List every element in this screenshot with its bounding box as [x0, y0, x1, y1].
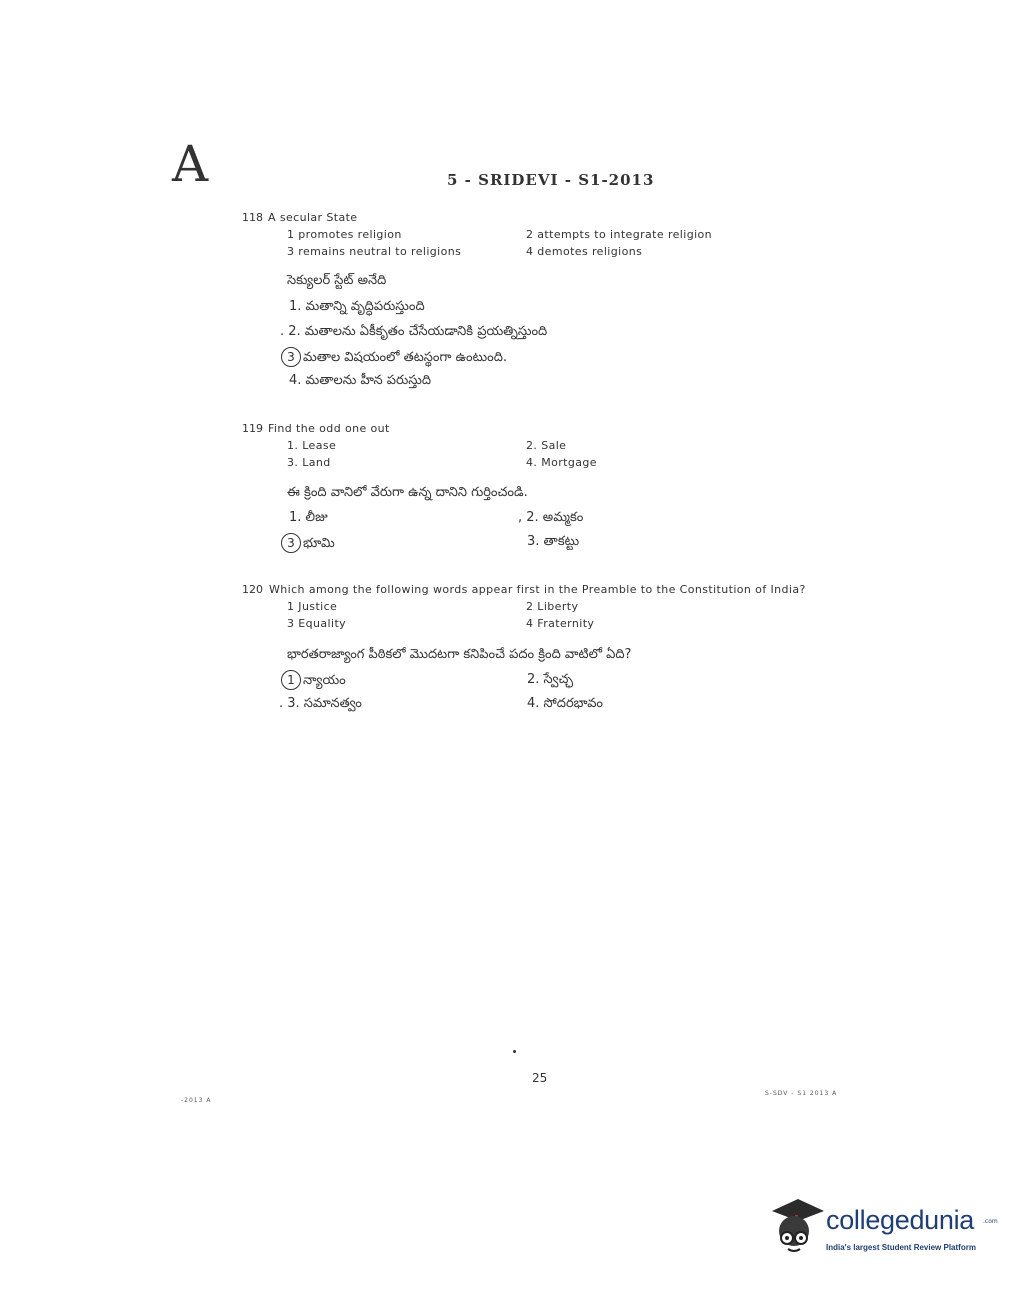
page-number: 25 — [532, 1071, 548, 1085]
q119-telugu-prompt: ఈ క్రింది వానిలో వేరుగా ఉన్న దానిని గుర్తించండి. — [287, 485, 528, 500]
q119-option-3: 3. Land — [287, 456, 331, 469]
q119-telugu-option-1: 1. లీజు — [289, 510, 328, 525]
collegedunia-tagline: India's largest Student Review Platform — [826, 1243, 976, 1252]
answer-mark-circle: 3 — [281, 347, 301, 367]
footer-left-code: -2013 A — [181, 1097, 212, 1104]
q118-telugu-option-4: 4. మతాలను హీన పరుస్తుది — [289, 373, 432, 388]
question-120-number: 120 — [242, 583, 263, 596]
q120-option-3: 3 Equality — [287, 617, 347, 630]
q118-telugu-prompt: సెక్యులర్ స్టేట్ అనేది — [287, 273, 387, 288]
q119-telugu-option-3: 3 భూమి — [281, 533, 335, 554]
question-119-prompt: Find the odd one out — [268, 422, 390, 435]
q118-telugu-option-1: 1. మతాన్ని వృద్ధిపరుస్తుంది — [289, 299, 425, 314]
q118-option-3: 3 remains neutral to religions — [287, 245, 462, 258]
footer-right-code: S-SDV - S1 2013 A — [765, 1090, 838, 1097]
question-120-prompt: Which among the following words appear first in the Preamble to the Constitution of India? — [269, 583, 806, 596]
series-letter: A — [172, 135, 209, 193]
q120-telugu-prompt: భారతరాజ్యాంగ పీఠికలో మొదటగా కనిపించే పదం క్రింది వాటిలో ఏది? — [287, 647, 632, 662]
q119-telugu-option-2: , 2. అమ్మకం — [518, 510, 584, 525]
answer-mark-circle: 3 — [281, 533, 301, 553]
q118-telugu-option-3: 3 మతాల విషయంలో తటస్థంగా ఉంటుంది. — [281, 347, 507, 368]
q120-telugu-option-3: . 3. సమానత్వం — [279, 696, 362, 711]
q120-option-4: 4 Fraternity — [526, 617, 595, 630]
q118-option-4: 4 demotes religions — [526, 245, 643, 258]
q119-option-2: 2. Sale — [526, 439, 567, 452]
q120-telugu-option-2: 2. స్వేచ్ఛ — [527, 672, 574, 687]
q119-option-1: 1. Lease — [287, 439, 337, 452]
q118-telugu-option-2: . 2. మతాలను ఏకీకృతం చేసేయడానికి ప్రయత్నిస్తుంది — [280, 324, 548, 339]
q119-option-4: 4. Mortgage — [526, 456, 597, 469]
q120-telugu-option-4: 4. సోదరభావం — [527, 696, 604, 711]
page-header: 5 - SRIDEVI - S1-2013 — [447, 171, 655, 189]
collegedunia-wordmark: collegedunia — [826, 1205, 975, 1235]
stray-dot — [513, 1050, 516, 1053]
collegedunia-mascot-icon — [768, 1197, 826, 1267]
q118-option-2: 2 attempts to integrate religion — [526, 228, 713, 241]
question-118-number: 118 — [242, 211, 263, 224]
q120-option-1: 1 Justice — [287, 600, 338, 613]
question-119-number: 119 — [242, 422, 263, 435]
q120-telugu-option-1: 1 న్యాయం — [281, 670, 346, 691]
q119-telugu-option-4: 3. తాకట్టు — [527, 534, 580, 549]
question-118-prompt: A secular State — [268, 211, 358, 224]
answer-mark-circle: 1 — [281, 670, 301, 690]
collegedunia-suffix: .com — [983, 1218, 998, 1225]
q120-option-2: 2 Liberty — [526, 600, 579, 613]
q118-option-1: 1 promotes religion — [287, 228, 402, 241]
